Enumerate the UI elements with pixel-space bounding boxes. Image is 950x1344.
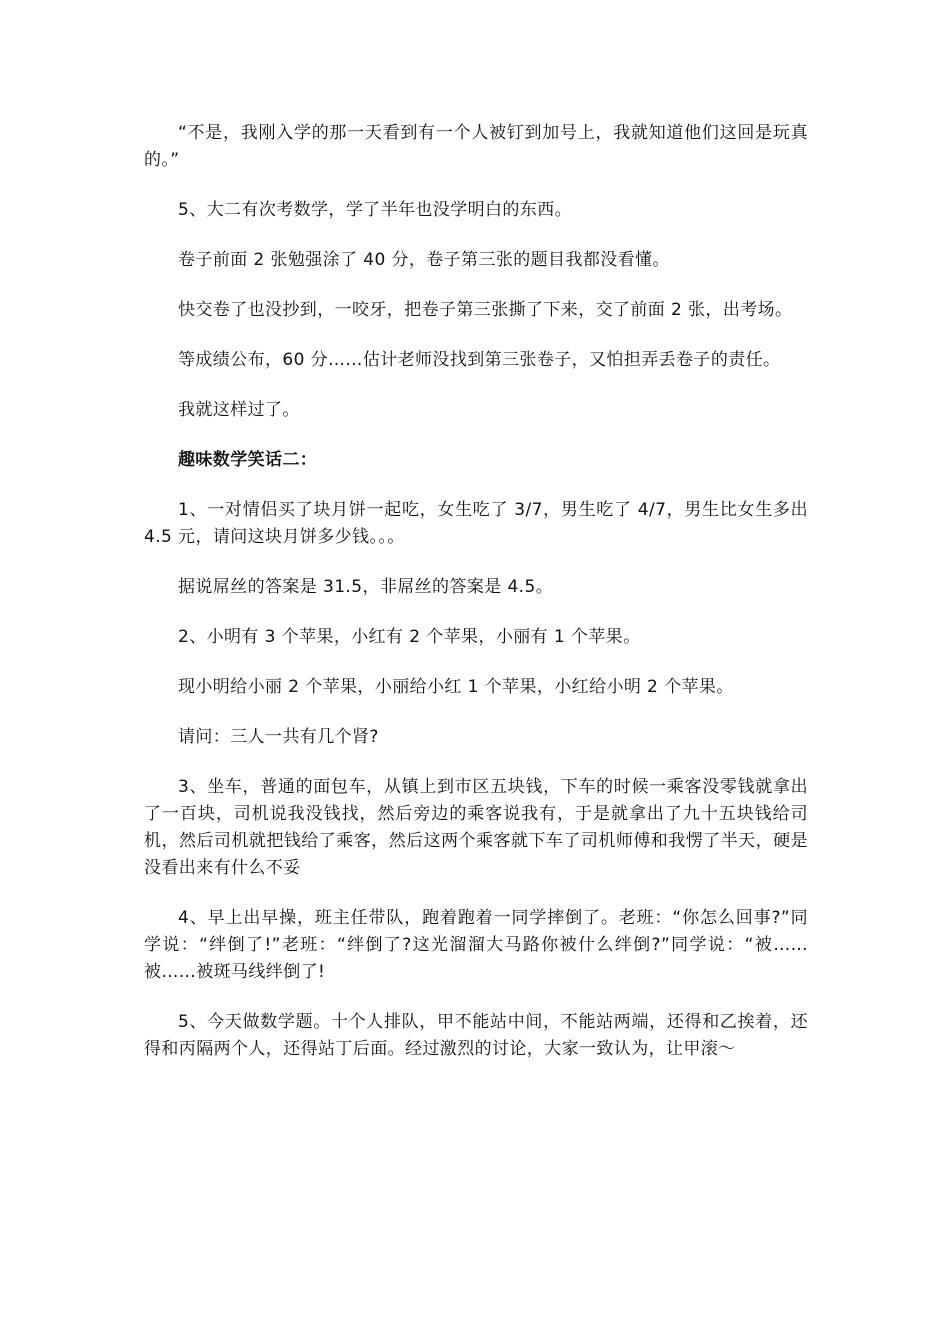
- paragraph: 5、大二有次考数学，学了半年也没学明白的东西。: [178, 200, 573, 220]
- paragraph: 3、坐车，普通的面包车，从镇上到市区五块钱，下车的时候一乘客没零钱就拿出了一百块，司机说我没钱找，然后旁边的乘客说我有，于是就拿出了九十五块钱给司机，然后司机就把钱给了乘客，然后这两个乘客就下车了司机师傅和我愣了半天，硬是没看出来有什么不妥: [144, 777, 808, 878]
- paragraph: 据说屌丝的答案是 31.5，非屌丝的答案是 4.5。: [178, 577, 554, 597]
- paragraph: 1、一对情侣买了块月饼一起吃，女生吃了 3/7，男生吃了 4/7，男生比女生多出 4.5 元，请问这块月饼多少钱。。。: [144, 500, 808, 547]
- paragraph: 请问：三人一共有几个肾?: [178, 727, 379, 747]
- paragraph: 4、早上出早操，班主任带队，跑着跑着一同学摔倒了。老班：“你怎么回事?”同学说：“绊倒了!”老班：“绊倒了?这光溜溜大马路你被什么绊倒?”同学说：“被……被……被斑马线绊倒了!: [144, 908, 808, 982]
- paragraph: 2、小明有 3 个苹果，小红有 2 个苹果，小丽有 1 个苹果。: [178, 627, 641, 647]
- paragraph: 5、今天做数学题。十个人排队，甲不能站中间，不能站两端，还得和乙挨着，还得和丙隔两个人，还得站丁后面。经过激烈的讨论，大家一致认为，让甲滚～: [144, 1012, 808, 1059]
- paragraph: 等成绩公布，60 分……估计老师没找到第三张卷子，又怕担弄丢卷子的责任。: [178, 350, 781, 370]
- paragraph: 现小明给小丽 2 个苹果，小丽给小红 1 个苹果，小红给小明 2 个苹果。: [178, 677, 734, 697]
- paragraph: “不是，我刚入学的那一天看到有一个人被钉到加号上，我就知道他们这回是玩真的。”: [144, 123, 808, 170]
- paragraph: 快交卷了也没抄到，一咬牙，把卷子第三张撕了下来，交了前面 2 张，出考场。: [178, 300, 793, 320]
- paragraph: 我就这样过了。: [178, 400, 300, 420]
- paragraph: 卷子前面 2 张勉强涂了 40 分，卷子第三张的题目我都没看懂。: [178, 250, 670, 270]
- document-body: [144, 120, 808, 1086]
- section-heading: 趣味数学笑话二：: [178, 450, 318, 470]
